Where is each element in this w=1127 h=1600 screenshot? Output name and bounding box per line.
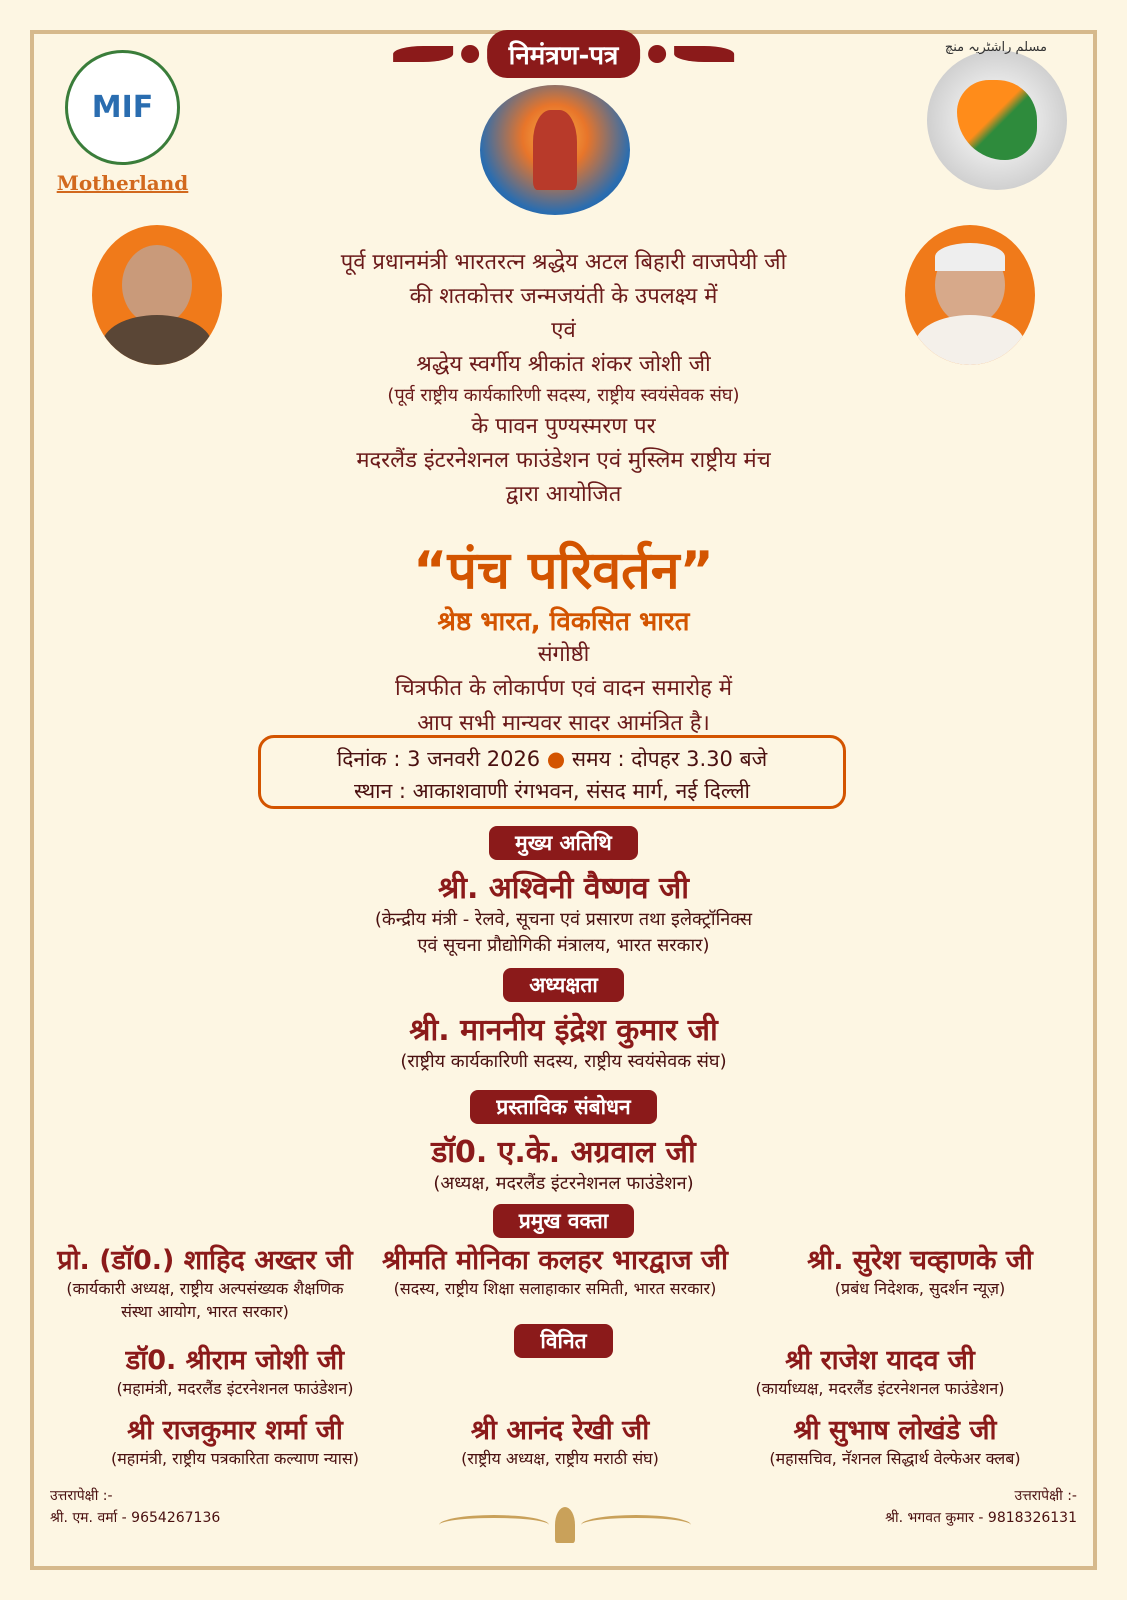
swirl-ornament-icon bbox=[439, 1515, 549, 1535]
intro-line: के पावन पुण्यस्मरण पर bbox=[471, 414, 656, 440]
speakers-badge: प्रमुख वक्ता bbox=[493, 1204, 634, 1238]
chief-guest-name: श्री. अश्विनी वैष्णव जी bbox=[437, 871, 690, 906]
footer-contact: श्री. भगवत कुमार - 9818326131 bbox=[885, 1510, 1077, 1527]
dot-ornament-icon bbox=[648, 45, 666, 63]
leaf-ornament-icon bbox=[674, 46, 734, 62]
vinit-desc: (महामंत्री, मदरलैंड इंटरनेशनल फाउंडेशन) bbox=[116, 1379, 354, 1398]
vinit-item bbox=[690, 1340, 1070, 1400]
logo-abbr: MIF bbox=[91, 90, 154, 125]
vinit-name: श्री राजकुमार शर्मा जी bbox=[127, 1415, 343, 1446]
proposal-name: डॉ0. ए.के. अग्रवाल जी bbox=[431, 1135, 696, 1170]
vinit-desc: (राष्ट्रीय अध्यक्ष, राष्ट्रीय मराठी संघ) bbox=[461, 1449, 659, 1468]
speaker-desc: (प्रबंध निदेशक, सुदर्शन न्यूज़) bbox=[834, 1279, 1006, 1298]
vinit-desc: (महासचिव, नॅशनल सिद्धार्थ वेल्फेअर क्लब) bbox=[769, 1449, 1021, 1468]
proposal-badge: प्रस्ताविक संबोधन bbox=[470, 1090, 656, 1124]
presidency-badge: अध्यक्षता bbox=[503, 968, 624, 1002]
speakers-section bbox=[0, 1204, 1127, 1238]
motherland-logo bbox=[55, 50, 190, 200]
vinit-name: श्री आनंद रेखी जी bbox=[470, 1415, 650, 1446]
speaker-item bbox=[360, 1240, 750, 1300]
event-type: संगोष्ठी bbox=[537, 642, 590, 668]
event-subtitle: श्रेष्ठ भारत, विकसित भारत bbox=[437, 607, 690, 638]
footer-label: उत्तरापेक्षी :- bbox=[1014, 1488, 1077, 1504]
chief-guest-desc: (केन्द्रीय मंत्री - रेलवे, सूचना एवं प्रसारण तथा इलेक्ट्रॉनिक्स bbox=[374, 909, 753, 930]
footer-ornament bbox=[420, 1500, 710, 1550]
vinit-item bbox=[720, 1410, 1070, 1470]
footer-right-contact bbox=[885, 1485, 1077, 1530]
center-ornament-icon bbox=[555, 1507, 575, 1543]
presidency-name: श्री. माननीय इंद्रेश कुमार जी bbox=[409, 1013, 718, 1048]
speaker-desc: (कार्यकारी अध्यक्ष, राष्ट्रीय अल्पसंख्यक शैक्षणिक bbox=[66, 1279, 344, 1298]
vinit-name: श्री सुभाष लोखंडे जी bbox=[793, 1415, 997, 1446]
event-time: समय : दोपहर 3.30 बजे bbox=[571, 747, 768, 771]
dot-ornament-icon bbox=[461, 45, 479, 63]
date-time-row bbox=[261, 744, 843, 776]
speaker-name: श्रीमति मोनिका कलहर भारद्वाज जी bbox=[381, 1245, 729, 1276]
chief-guest-desc: एवं सूचना प्रौद्योगिकी मंत्रालय, भारत सरकार) bbox=[417, 935, 710, 957]
footer-left-contact bbox=[50, 1485, 220, 1530]
intro-line: श्रद्धेय स्वर्गीय श्रीकांत शंकर जोशी जी bbox=[416, 352, 711, 378]
vinit-item bbox=[60, 1410, 410, 1470]
invite-line: आप सभी मान्यवर सादर आमंत्रित है। bbox=[417, 710, 710, 736]
chief-guest-section bbox=[0, 826, 1127, 959]
event-venue: स्थान : आकाशवाणी रंगभवन, संसद मार्ग, नई दिल्ली bbox=[353, 778, 751, 803]
swirl-ornament-icon bbox=[581, 1515, 691, 1535]
speaker-name: श्री. सुरेश चव्हाणके जी bbox=[807, 1245, 1033, 1276]
event-title: “पंच परिवर्तन” bbox=[413, 541, 714, 601]
mif-emblem-icon bbox=[65, 50, 180, 165]
body-shape bbox=[915, 315, 1025, 365]
event-block bbox=[200, 540, 927, 741]
vinit-item bbox=[410, 1410, 710, 1470]
vinit-name: डॉ0. श्रीराम जोशी जी bbox=[125, 1345, 345, 1376]
bharat-mata-figure-icon bbox=[533, 110, 577, 190]
vinit-desc: (कार्याध्यक्ष, मदरलैंड इंटरनेशनल फाउंडेशन) bbox=[755, 1379, 1005, 1398]
speaker-item bbox=[770, 1240, 1070, 1300]
speaker-desc: (सदस्य, राष्ट्रीय शिक्षा सलाहाकार समिती, भारत सरकार) bbox=[393, 1279, 717, 1298]
vinit-badge: विनित bbox=[514, 1324, 612, 1358]
proposal-desc: (अध्यक्ष, मदरलैंड इंटरनेशनल फाउंडेशन) bbox=[433, 1173, 694, 1194]
intro-line: की शतकोत्तर जन्मजयंती के उपलक्ष्य में bbox=[409, 284, 718, 310]
muslim-rashtriya-manch-logo bbox=[927, 50, 1067, 190]
face-shape bbox=[122, 245, 192, 325]
invitation-title: निमंत्रण-पत्र bbox=[487, 30, 641, 78]
leaf-ornament-icon bbox=[393, 46, 453, 62]
intro-line: पूर्व प्रधानमंत्री भारतरत्न श्रद्धेय अटल बिहारी वाजपेयी जी bbox=[340, 250, 787, 275]
vinit-item bbox=[45, 1340, 425, 1400]
intro-line: (पूर्व राष्ट्रीय कार्यकारिणी सदस्य, राष्ट्रीय स्वयंसेवक संघ) bbox=[387, 385, 740, 407]
bharat-mata-image bbox=[480, 85, 630, 215]
footer-label: उत्तरापेक्षी :- bbox=[50, 1488, 113, 1504]
hair-shape bbox=[935, 243, 1005, 271]
speaker-desc: संस्था आयोग, भारत सरकार) bbox=[121, 1302, 289, 1322]
intro-line: एवं bbox=[551, 318, 576, 344]
intro-line: द्वारा आयोजित bbox=[505, 482, 622, 508]
intro-line: मदरलैंड इंटरनेशनल फाउंडेशन एवं मुस्लिम राष्ट्रीय मंच bbox=[356, 448, 771, 474]
body-shape bbox=[102, 315, 212, 365]
right-logo-label: مسلم راشٹریہ منچ bbox=[944, 40, 1047, 55]
vinit-name: श्री राजेश यादव जी bbox=[785, 1345, 975, 1376]
presidency-desc: (राष्ट्रीय कार्यकारिणी सदस्य, राष्ट्रीय स्वयंसेवक संघ) bbox=[400, 1051, 727, 1072]
india-map-icon bbox=[957, 80, 1037, 160]
proposal-section bbox=[0, 1090, 1127, 1197]
speaker-name: प्रो. (डॉ0.) शाहिद अख्तर जी bbox=[57, 1245, 353, 1276]
speaker-item bbox=[45, 1240, 365, 1323]
event-date: दिनांक : 3 जनवरी 2026 bbox=[336, 747, 541, 771]
header-banner bbox=[393, 30, 735, 78]
vinit-desc: (महामंत्री, राष्ट्रीय पत्रकारिता कल्याण न्यास) bbox=[111, 1449, 359, 1468]
footer-contact: श्री. एम. वर्मा - 9654267136 bbox=[50, 1510, 221, 1527]
logo-brand-name: Motherland bbox=[56, 171, 189, 195]
chief-guest-badge: मुख्य अतिथि bbox=[489, 826, 638, 860]
date-venue-box bbox=[258, 735, 846, 809]
intro-text bbox=[200, 246, 927, 513]
separator-dot-icon: ● bbox=[546, 747, 572, 771]
invite-line: चित्रफीत के लोकार्पण एवं वादन समारोह में bbox=[395, 676, 732, 702]
presidency-section bbox=[0, 968, 1127, 1075]
